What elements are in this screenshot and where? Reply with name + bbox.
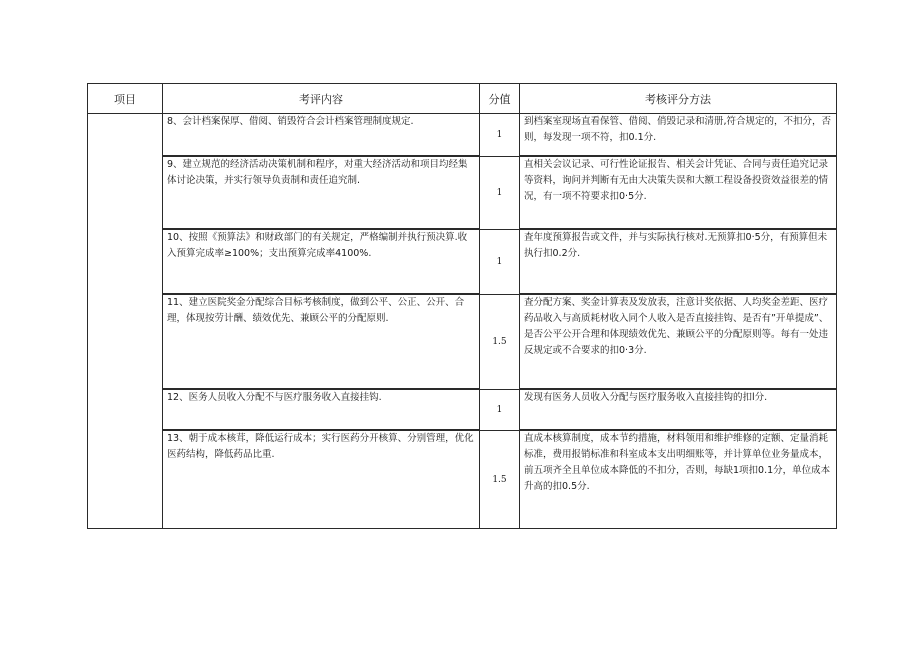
method-cell [520,390,837,431]
header-method: 考核评分方法 [520,84,837,114]
content-text: 13、朝于成本核茸，降低运行成本；实行医药分开核算、分别管理，优化医药结构，降低药品比重. [167,433,474,460]
content-cell [163,295,480,390]
method-text: 直成本核算制度，成本节约措施，材料领用和维护维修的定额、定量消耗标准，费用报销标准和科室成本支出明细账等，并计算单位业务量成本，前五项齐全且单位成本降低的不扣分，否则，每缺1项扣0.1分，单位成本升高的扣0.5分. [524,433,831,492]
table-header-row [88,84,837,114]
score-cell: 1 [480,157,520,230]
content-text: 10、按照《预算法》和财政部门的有关规定，严格编制并执行预决算.收入预算完成率≥100%；支出预算完成率4100%. [163,230,479,294]
table-row [88,390,837,431]
content-cell [163,114,480,157]
content-cell [163,230,480,295]
score-cell: 1.5 [480,295,520,390]
table-row [88,114,837,157]
method-text: 査分配方案、奖金计算表及发放表，注意计奖依据、人均奖金差距、医疗药品收入与高质耗材收入同个人收入是否直接挂钩、是否有”开单提成”、是否公平公开合理和体现绩效优先、兼顾公平的分配原则等。每有一处违反规定或不合要求的扣0·3分. [520,295,836,389]
method-text: 发现有医务人员收入分配与医疗服务收入直接挂钩的扣l分. [520,390,836,430]
method-cell [520,295,837,390]
table-row [88,230,837,295]
content-text: 9、建立规范的经济活动决策机制和程序，对重大经济活动和项目均经集体讨论决策，并实行领导负责制和责任追究制. [163,157,479,229]
score-cell: 1.5 [480,431,520,529]
method-cell [520,431,837,529]
table-row [88,431,837,529]
table-row [88,157,837,230]
table-row [88,295,837,390]
score-cell: 1 [480,114,520,157]
content-cell [163,390,480,431]
item-cell [88,114,163,529]
method-text: 到档案室现场直看保管、借阅、俏毁记录和清册,符合规定的，不扣分，否则，每发现一项不符，扣0.1分. [520,114,836,156]
content-text: 11、建立医院奖金分配综合目标考核制度，做到公平、公正、公开、合理，体现按劳计酬、绩效优先、兼顾公平的分配原则. [163,295,479,389]
method-text: 査年度预算报告或文件，并与实际执行核对.无预算扣0·5分，有预算但未执行扣0.2分. [520,230,836,294]
method-cell [520,157,837,230]
content-cell [163,431,480,529]
score-cell: 1 [480,230,520,295]
content-text: 8、会计档案保厚、借阅、销毁符合会计档案管理制度规定. [163,114,479,156]
content-text: 12、医务人员收入分配不与医疗服务收入直接挂钩. [163,390,479,430]
header-item: 项目 [88,84,163,114]
evaluation-sheet [87,83,836,529]
method-cell [520,114,837,157]
header-content: 考评内容 [163,84,480,114]
header-score: 分值 [480,84,520,114]
method-text: 直相关会议记录、可行性论证报告、相关会计凭证、合同与责任追究记录等资料，询问并判断有无由大决策失误和大额工程设备投资效益很差的情况，有一项不符要求扣0·5分. [520,157,836,229]
evaluation-table [87,83,837,529]
score-cell: 1 [480,390,520,431]
method-cell [520,230,837,295]
content-cell [163,157,480,230]
